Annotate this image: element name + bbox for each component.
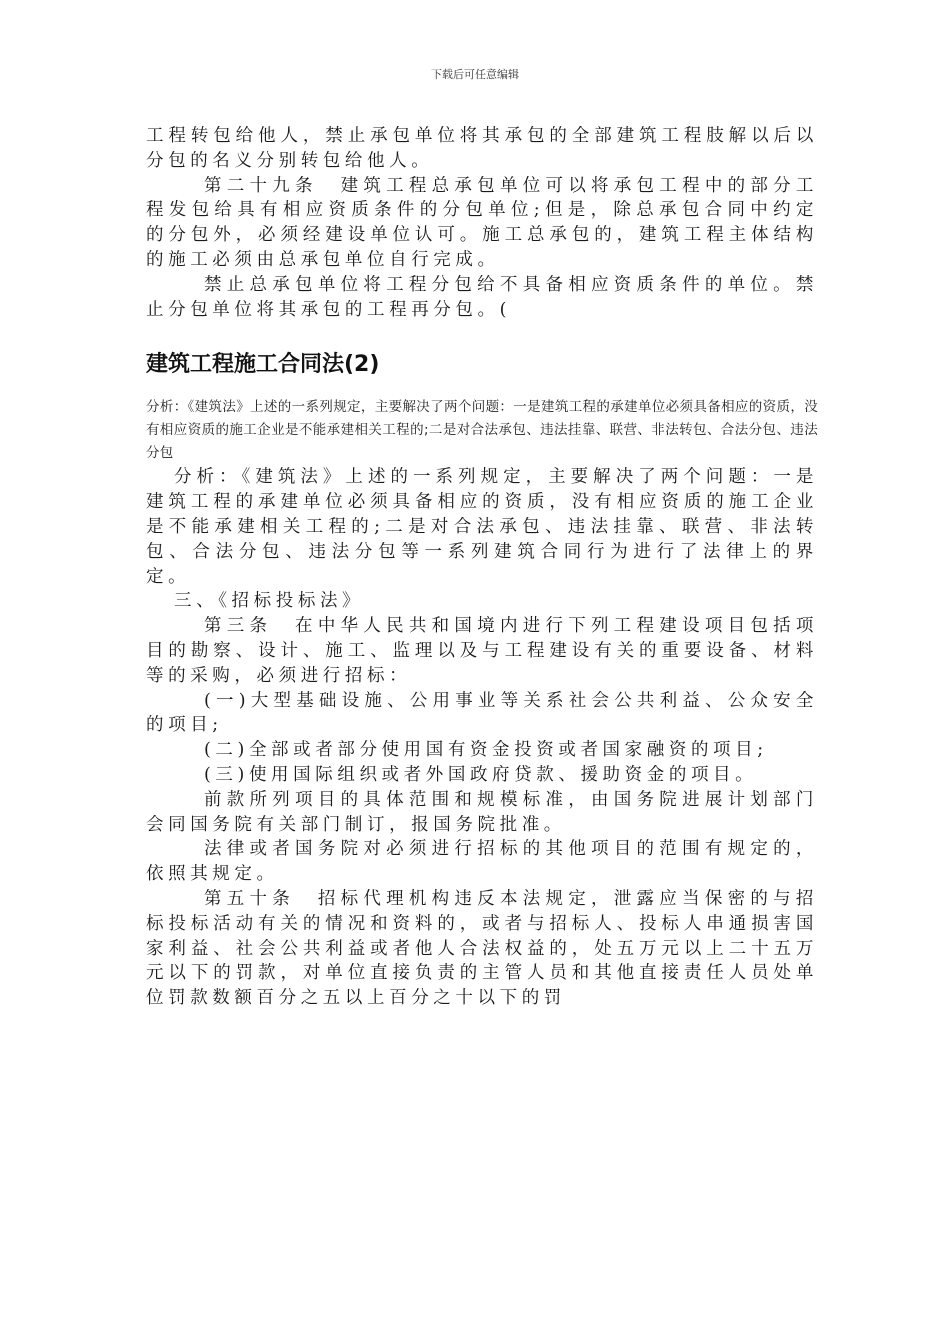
document-body <box>146 124 818 1011</box>
page-header: 下载后可任意编辑 <box>431 68 519 81</box>
paragraph-article-29: 第二十九条 建筑工程总承包单位可以将承包工程中的部分工程发包给具有相应资质条件的分包单位;但是，除总承包合同中约定的分包外，必须经建设单位认可。施工总承包的，建筑工程主体结构的施工必须由总承包单位自行完成。 <box>146 175 818 270</box>
paragraph-scope: 前款所列项目的具体范围和规模标准，由国务院进展计划部门会同国务院有关部门制订，报国务院批准。 <box>146 789 818 835</box>
summary-paragraph: 分析：《建筑法》上述的一系列规定，主要解决了两个问题：一是建筑工程的承建单位必须具备相应的资质，没有相应资质的施工企业是不能承建相关工程的;二是对合法承包、违法挂靠、联营、非法转包、合法分包、违法分包 <box>146 399 818 462</box>
list-item-2: (二)全部或者部分使用国有资金投资或者国家融资的项目; <box>204 740 768 761</box>
law-heading: 三、《招标投标法》 <box>174 591 365 612</box>
paragraph-article-50: 第五十条 招标代理机构违反本法规定，泄露应当保密的与招标投标活动有关的情况和资料的，或者与招标人、投标人串通损害国家利益、社会公共利益或者他人合法权益的，处五万元以上二十五万元以下的罚款，对单位直接负责的主管人员和其他直接责任人员处单位罚款数额百分之五以上百分之十以下的罚 <box>146 888 818 1009</box>
list-item-1: (一)大型基础设施、公用事业等关系社会公共利益、公众安全的项目; <box>146 690 818 736</box>
paragraph-article-3: 第三条 在中华人民共和国境内进行下列工程建设项目包括项目的勘察、设计、施工、监理以及与工程建设有关的重要设备、材料等的采购，必须进行招标： <box>146 616 818 686</box>
section-title: 建筑工程施工合同法(2) <box>146 352 380 378</box>
paragraph-other-rules: 法律或者国务院对必须进行招标的其他项目的范围有规定的，依照其规定。 <box>146 839 818 885</box>
list-item-3: (三)使用国际组织或者外国政府贷款、援助资金的项目。 <box>204 764 758 785</box>
analysis-paragraph: 分析：《建筑法》上述的一系列规定，主要解决了两个问题：一是建筑工程的承建单位必须具备相应的资质，没有相应资质的施工企业是不能承建相关工程的;二是对合法承包、违法挂靠、联营、非法转包、合法分包、违法分包等一系列建筑合同行为进行了法律上的界定。 <box>146 467 818 587</box>
paragraph-continuation: 工程转包给他人，禁止承包单位将其承包的全部建筑工程肢解以后以分包的名义分别转包给他人。 <box>146 126 818 171</box>
paragraph-subcontract-ban: 禁止总承包单位将工程分包给不具备相应资质条件的单位。禁止分包单位将其承包的工程再分包。( <box>146 274 818 320</box>
